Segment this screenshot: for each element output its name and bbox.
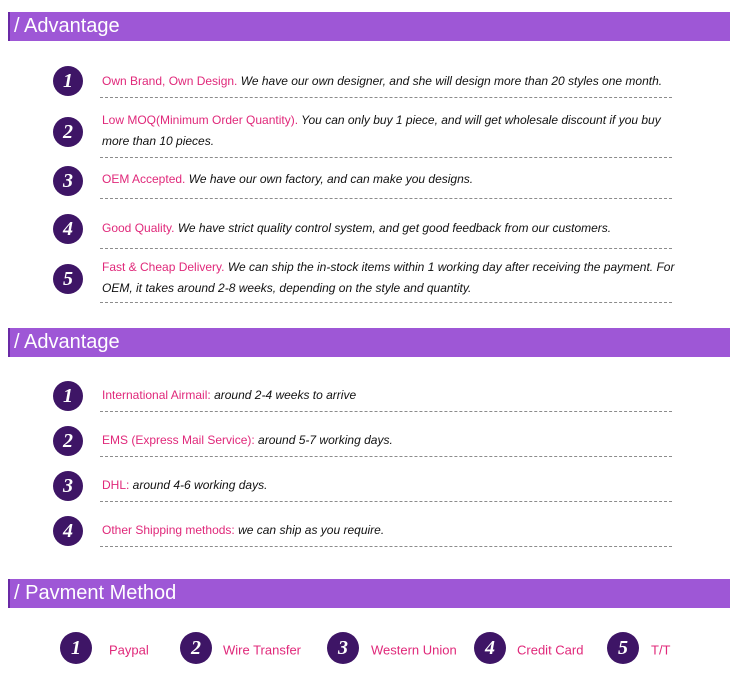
list-item xyxy=(102,110,680,152)
item-key: Own Brand, Own Design. xyxy=(102,74,238,88)
dashed-divider xyxy=(100,501,672,502)
number-badge-icon: 3 xyxy=(327,632,359,664)
dashed-divider xyxy=(100,97,672,98)
payment-method-wire-transfer: Wire Transfer xyxy=(223,642,302,658)
number-badge-icon: 5 xyxy=(607,632,639,664)
section-title: / Advantage xyxy=(14,15,120,37)
number-badge-icon: 4 xyxy=(53,516,83,546)
header-gap xyxy=(0,328,8,357)
number-badge-icon: 5 xyxy=(53,264,83,294)
list-item xyxy=(102,385,680,406)
item-key: DHL: xyxy=(102,478,130,492)
payment-method-tt: T/T xyxy=(651,642,671,658)
list-item xyxy=(102,475,680,496)
section-title: / Pavment Method xyxy=(14,582,177,604)
item-value: we can ship as you require. xyxy=(234,523,385,537)
list-item xyxy=(102,71,680,92)
number-badge-icon: 1 xyxy=(53,381,83,411)
number-badge-icon: 3 xyxy=(53,166,83,196)
item-value: around 4-6 working days. xyxy=(129,478,268,492)
header-tick xyxy=(8,579,10,608)
payment-method-paypal: Paypal xyxy=(109,642,149,658)
number-badge-icon: 1 xyxy=(53,66,83,96)
dashed-divider xyxy=(100,456,672,457)
header-gap xyxy=(0,579,8,608)
dashed-divider xyxy=(100,198,672,199)
header-gap xyxy=(0,12,8,41)
item-value: We can ship the in-stock items within 1 working day after receiving the payment. For OEM, it takes around 2-8 weeks, depending on the style and quantity. xyxy=(102,260,675,295)
payment-method-credit-card: Credit Card xyxy=(517,642,584,658)
item-key: Low MOQ(Minimum Order Quantity). xyxy=(102,113,299,127)
number-badge-icon: 2 xyxy=(53,117,83,147)
item-value: You can only buy 1 piece, and will get wholesale discount if you buy more than 10 pieces. xyxy=(102,113,661,148)
item-value: around 2-4 weeks to arrive xyxy=(210,388,357,402)
section-header-payment xyxy=(0,579,730,608)
list-item xyxy=(102,520,680,541)
item-key: OEM Accepted. xyxy=(102,172,186,186)
dashed-divider xyxy=(100,157,672,158)
payment-method-western-union: Western Union xyxy=(371,642,457,658)
dashed-divider xyxy=(100,302,672,303)
item-key: Fast & Cheap Delivery. xyxy=(102,260,225,274)
list-item xyxy=(102,257,680,299)
list-item xyxy=(102,218,680,239)
dashed-divider xyxy=(100,546,672,547)
item-key: International Airmail: xyxy=(102,388,211,402)
item-value: We have strict quality control system, and get good feedback from our customers. xyxy=(174,221,612,235)
item-value: We have our own factory, and can make you designs. xyxy=(185,172,474,186)
section-title: / Advantage xyxy=(14,331,120,353)
number-badge-icon: 2 xyxy=(53,426,83,456)
header-tick xyxy=(8,328,10,357)
item-value: around 5-7 working days. xyxy=(254,433,393,447)
item-key: Other Shipping methods: xyxy=(102,523,235,537)
number-badge-icon: 3 xyxy=(53,471,83,501)
number-badge-icon: 1 xyxy=(60,632,92,664)
number-badge-icon: 2 xyxy=(180,632,212,664)
item-key: Good Quality. xyxy=(102,221,175,235)
item-key: EMS (Express Mail Service): xyxy=(102,433,255,447)
section-header-advantage xyxy=(0,12,730,41)
section-header-shipping xyxy=(0,328,730,357)
list-item xyxy=(102,169,680,190)
item-value: We have our own designer, and she will design more than 20 styles one month. xyxy=(237,74,663,88)
dashed-divider xyxy=(100,411,672,412)
dashed-divider xyxy=(100,248,672,249)
list-item xyxy=(102,430,680,451)
number-badge-icon: 4 xyxy=(53,214,83,244)
header-tick xyxy=(8,12,10,41)
number-badge-icon: 4 xyxy=(474,632,506,664)
